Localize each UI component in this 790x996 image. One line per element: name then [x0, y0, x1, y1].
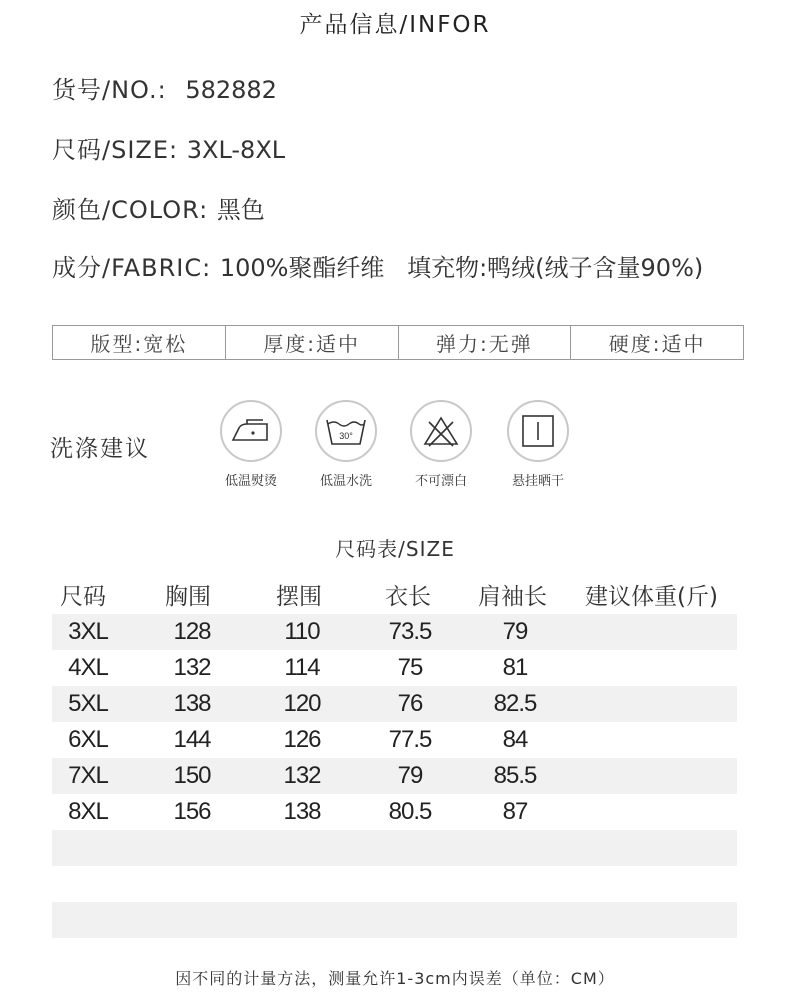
wash-temp-text: 30°	[339, 431, 353, 441]
cell-hem: 110	[284, 618, 320, 645]
empty-row	[52, 902, 737, 938]
hang-dry-icon	[507, 400, 569, 462]
care-item-label: 不可漂白	[414, 474, 467, 489]
cell-chest: 156	[173, 798, 211, 825]
care-item-label: 低温熨烫	[224, 474, 277, 489]
cell-sleeve: 87	[502, 798, 528, 825]
table-row	[52, 758, 737, 794]
cell-sleeve: 81	[502, 654, 528, 681]
cell-size: 8XL	[68, 798, 108, 825]
item-number-value: 582882	[185, 76, 277, 104]
cell-chest: 138	[173, 690, 211, 717]
attribute-elasticity: 弹力:无弹	[399, 326, 572, 359]
cell-hem: 114	[284, 654, 320, 681]
care-item-bleach	[391, 400, 491, 489]
table-row	[52, 794, 737, 830]
care-item-label: 低温水洗	[319, 474, 372, 489]
attribute-thickness: 厚度:适中	[226, 326, 399, 359]
wash-30-icon	[315, 400, 377, 462]
header-hem: 摆围	[276, 584, 322, 610]
size-value: 3XL-8XL	[186, 136, 286, 164]
header-length: 衣长	[385, 584, 431, 610]
color-label: 颜色/COLOR:	[52, 196, 209, 224]
header-chest: 胸围	[165, 584, 211, 610]
care-label: 洗涤建议	[50, 436, 150, 462]
cell-size: 3XL	[68, 618, 108, 645]
care-item-dry	[488, 400, 588, 489]
page-title: 产品信息/INFOR	[299, 12, 491, 38]
cell-hem: 138	[283, 798, 321, 825]
table-row	[52, 686, 737, 722]
fabric-value: 100%聚酯纤维	[219, 254, 385, 282]
cell-chest: 128	[173, 618, 211, 645]
cell-chest: 132	[173, 654, 211, 681]
header-weight: 建议体重(斤)	[585, 584, 718, 610]
care-item-iron	[201, 400, 301, 489]
cell-weight	[602, 686, 682, 722]
size-table-title: 尺码表/SIZE	[335, 537, 455, 561]
color-line	[52, 190, 265, 225]
cell-hem: 132	[283, 762, 321, 789]
filling-value: 填充物:鸭绒(绒子含量90%)	[407, 254, 704, 282]
empty-row	[52, 866, 737, 902]
item-number-line	[52, 70, 277, 105]
fabric-line	[52, 248, 703, 283]
table-row	[52, 614, 737, 650]
attribute-hardness: 硬度:适中	[608, 332, 706, 356]
cell-sleeve: 84	[502, 726, 528, 753]
cell-hem: 120	[283, 690, 321, 717]
header-sleeve: 肩袖长	[478, 584, 547, 610]
cell-length: 79	[397, 762, 423, 789]
cell-weight	[602, 650, 682, 686]
footer-note: 因不同的计量方法，测量允许1-3cm内误差（单位：CM）	[175, 969, 615, 988]
iron-icon	[220, 400, 282, 462]
cell-sleeve: 79	[502, 618, 528, 645]
cell-sleeve: 82.5	[493, 690, 537, 717]
empty-row	[52, 830, 737, 866]
size-label: 尺码/SIZE:	[52, 136, 179, 164]
cell-size: 4XL	[68, 654, 108, 681]
cell-size: 7XL	[68, 762, 108, 789]
cell-length: 76	[397, 690, 423, 717]
attribute-table	[52, 325, 744, 360]
attribute-fit: 版型:宽松	[53, 326, 226, 359]
cell-hem: 126	[283, 726, 321, 753]
care-item-label: 悬挂晒干	[511, 474, 564, 489]
size-line	[52, 130, 285, 165]
cell-size: 5XL	[68, 690, 108, 717]
color-value: 黑色	[216, 196, 265, 224]
cell-weight	[602, 758, 682, 794]
cell-sleeve: 85.5	[493, 762, 537, 789]
cell-weight	[602, 722, 682, 758]
no-bleach-icon	[410, 400, 472, 462]
cell-weight	[602, 794, 682, 830]
cell-length: 80.5	[388, 798, 432, 825]
care-item-wash	[296, 400, 396, 489]
cell-chest: 144	[173, 726, 211, 753]
cell-length: 77.5	[388, 726, 432, 753]
cell-length: 75	[397, 654, 423, 681]
fabric-label: 成分/FABRIC:	[52, 254, 212, 282]
cell-size: 6XL	[68, 726, 108, 753]
cell-length: 73.5	[388, 618, 432, 645]
item-number-label: 货号/NO.:	[52, 76, 167, 104]
table-row	[52, 650, 737, 686]
table-row	[52, 722, 737, 758]
header-size: 尺码	[60, 584, 106, 610]
cell-weight	[602, 614, 682, 650]
cell-chest: 150	[173, 762, 211, 789]
